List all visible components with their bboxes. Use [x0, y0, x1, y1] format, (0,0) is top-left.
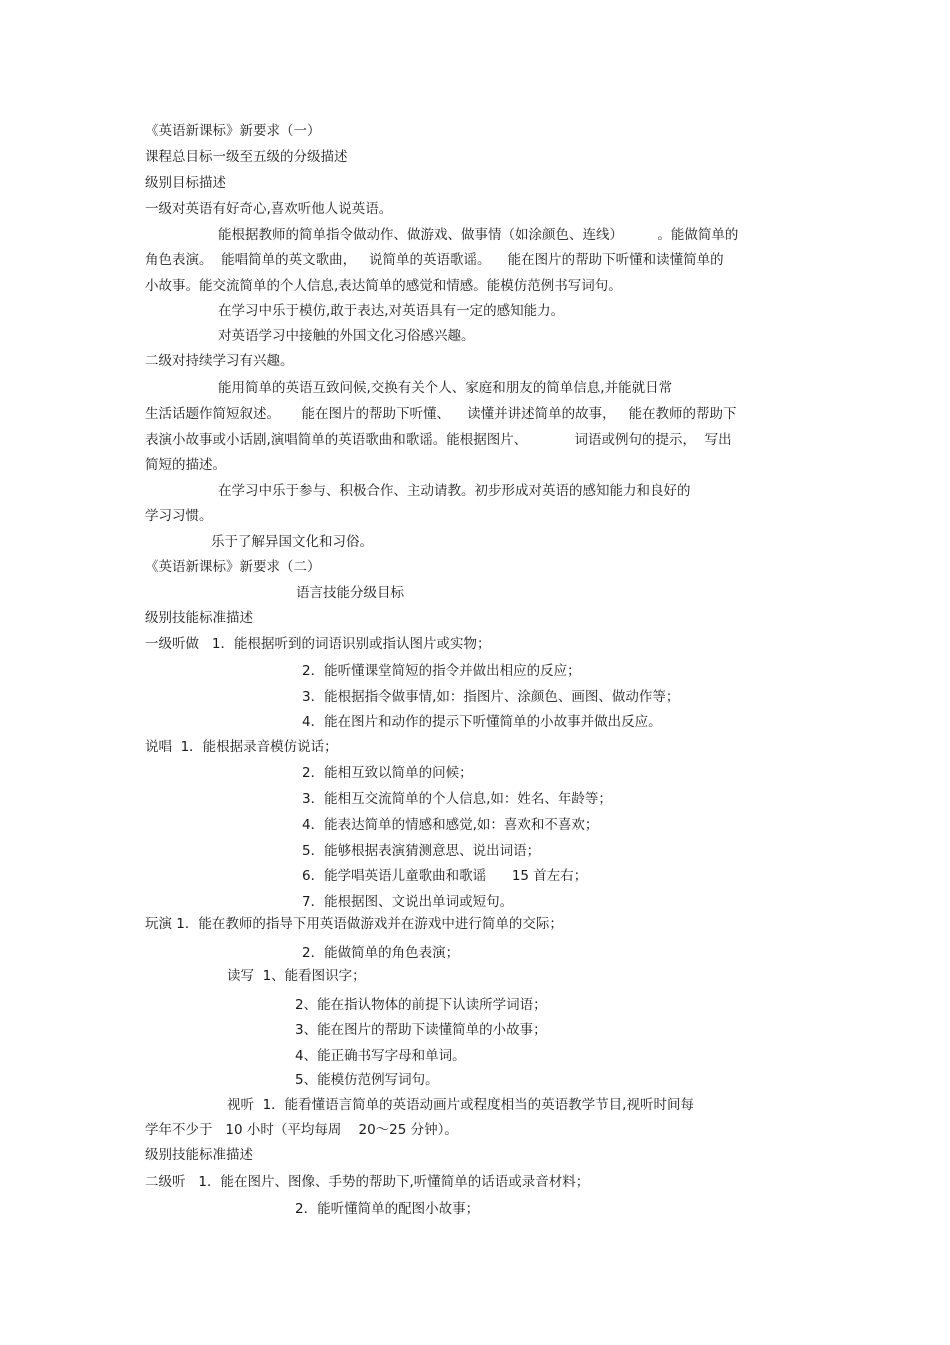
list-item: 5．能够根据表演猜测意思、说出词语；	[302, 843, 541, 859]
paragraph-line: 能用简单的英语互致问候,交换有关个人、家庭和朋友的简单信息,并能就日常	[218, 380, 673, 396]
list-item: 2．能听懂简单的配图小故事；	[295, 1201, 480, 1217]
paragraph-line: 学习习惯。	[145, 508, 213, 524]
paragraph-line: 在学习中乐于参与、积极合作、主动请教。初步形成对英语的感知能力和良好的	[218, 483, 691, 499]
list-item: 4、能正确书写字母和单词。	[295, 1048, 466, 1064]
doc-title-1: 《英语新课标》新要求（一）	[145, 123, 321, 139]
list-item: 说唱 1．能根据录音模仿说话；	[145, 739, 338, 755]
paragraph-line: 在学习中乐于模仿,敢于表达,对英语具有一定的感知能力。	[218, 303, 565, 319]
list-item: 3、能在图片的帮助下读懂简单的小故事；	[295, 1022, 547, 1038]
list-item: 5、能模仿范例写词句。	[295, 1072, 439, 1088]
level-two-heading: 二级对持续学习有兴趣。	[145, 353, 294, 369]
paragraph-line: 对英语学习中接触的外国文化习俗感兴趣。	[218, 328, 475, 344]
paragraph-line: 角色表演。 能唱简单的英文歌曲， 说简单的英语歌谣。 能在图片的帮助下听懂和读懂简单的	[145, 252, 724, 268]
doc-title-2: 《英语新课标》新要求（二）	[145, 559, 321, 575]
list-item: 3．能相互交流简单的个人信息,如：姓名、年龄等；	[302, 791, 612, 807]
section-heading: 语言技能分级目标	[296, 585, 404, 601]
list-item: 3．能根据指令做事情,如：指图片、涂颜色、画图、做动作等；	[302, 689, 680, 705]
paragraph-line: 小故事。能交流简单的个人信息,表达简单的感觉和情感。能模仿范例书写词句。	[145, 278, 622, 294]
list-item: 6．能学唱英语儿童歌曲和歌谣 15 首左右；	[302, 868, 588, 884]
paragraph-line: 乐于了解异国文化和习俗。	[211, 534, 373, 550]
paragraph-line: 生活话题作简短叙述。 能在图片的帮助下听懂、 读懂并讲述简单的故事， 能在教师的帮助下	[145, 406, 737, 422]
list-item: 2．能听懂课堂简短的指令并做出相应的反应；	[302, 663, 581, 679]
list-item: 视听 1．能看懂语言简单的英语动画片或程度相当的英语教学节目,视听时间每	[227, 1097, 694, 1113]
list-item: 2、能在指认物体的前提下认读所学词语；	[295, 997, 547, 1013]
section-heading: 级别技能标准描述	[145, 610, 253, 626]
list-item: 2．能相互致以简单的问候；	[302, 765, 473, 781]
list-item: 4．能在图片和动作的提示下听懂简单的小故事并做出反应。	[302, 714, 662, 730]
list-item: 读写 1、能看图识字；	[227, 968, 366, 984]
paragraph-line: 简短的描述。	[145, 457, 226, 473]
paragraph-line: 能根据教师的简单指令做动作、做游戏、做事情（如涂颜色、连线） 。能做简单的	[218, 227, 739, 243]
list-item: 4．能表达简单的情感和感觉,如：喜欢和不喜欢；	[302, 817, 599, 833]
section-heading: 级别技能标准描述	[145, 1147, 253, 1163]
section-heading: 级别目标描述	[145, 175, 226, 191]
paragraph-line: 学年不少于 10 小时（平均每周 20～25 分钟）。	[145, 1122, 458, 1138]
list-item: 一级听做 1．能根据听到的词语识别或指认图片或实物；	[145, 636, 491, 652]
list-item: 7．能根据图、文说出单词或短句。	[302, 894, 514, 910]
paragraph-line: 表演小故事或小话剧,演唱简单的英语歌曲和歌谣。能根据图片、 词语或例句的提示， 写出	[145, 432, 732, 448]
list-item: 2．能做简单的角色表演；	[302, 945, 460, 961]
list-item: 二级听 1．能在图片、图像、手势的帮助下,听懂简单的话语或录音材料；	[145, 1174, 590, 1190]
list-item: 玩演 1．能在教师的指导下用英语做游戏并在游戏中进行简单的交际；	[145, 916, 563, 932]
level-one-heading: 一级对英语有好奇心,喜欢听他人说英语。	[145, 201, 393, 217]
doc-subtitle: 课程总目标一级至五级的分级描述	[145, 149, 348, 165]
